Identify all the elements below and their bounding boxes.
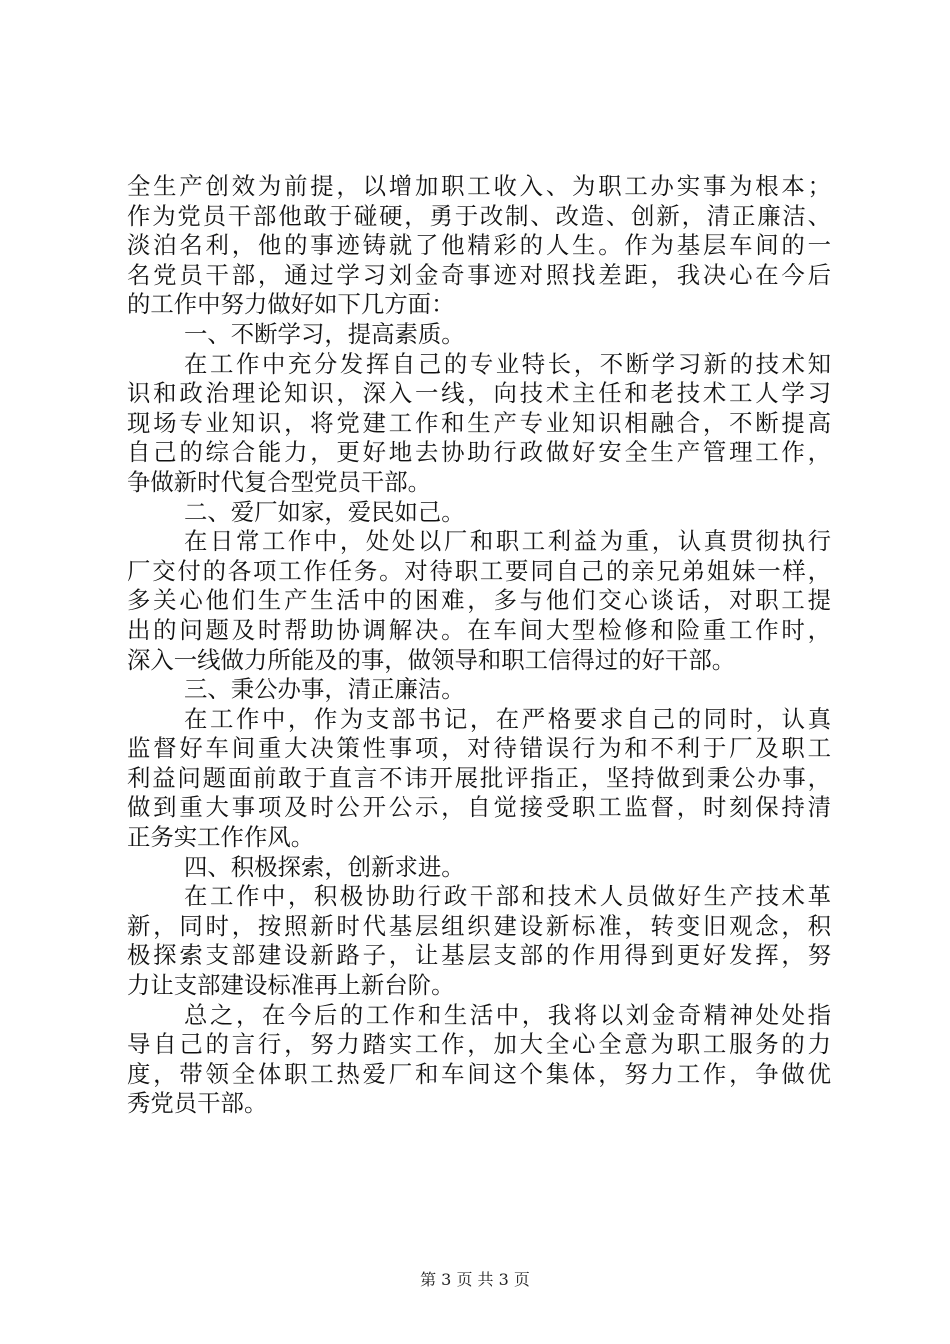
section-heading-1: 一、不断学习，提高素质。 [184,319,465,348]
text-line: 秀党员干部。 [127,1089,268,1118]
text-line: 在工作中，作为支部书记，在严格要求自己的同时，认真 [184,704,831,733]
text-line: 厂交付的各项工作任务。对待职工要同自己的亲兄弟姐妹一样， [127,556,831,585]
section-heading-3: 三、秉公办事，清正廉洁。 [184,675,465,704]
text-line: 名党员干部，通过学习刘金奇事迹对照找差距，我决心在今后 [127,260,831,289]
text-line: 在日常工作中，处处以厂和职工利益为重，认真贯彻执行 [184,527,831,556]
text-line: 利益问题面前敢于直言不讳开展批评指正，坚持做到秉公办事， [127,763,831,792]
text-line: 正务实工作作风。 [127,823,315,852]
text-line: 自己的综合能力，更好地去协助行政做好安全生产管理工作， [127,438,831,467]
text-line: 争做新时代复合型党员干部。 [127,467,432,496]
text-line: 导自己的言行，努力踏实工作，加大全心全意为职工服务的力 [127,1030,831,1059]
text-line: 识和政治理论知识，深入一线，向技术主任和老技术工人学习 [127,379,831,408]
text-line: 深入一线做力所能及的事，做领导和职工信得过的好干部。 [127,645,736,674]
text-line: 作为党员干部他敢于碰硬，勇于改制、改造、创新，清正廉洁、 [127,201,831,230]
text-line: 出的问题及时帮助协调解决。在车间大型检修和险重工作时， [127,615,831,644]
text-line: 总之，在今后的工作和生活中，我将以刘金奇精神处处指 [184,1000,831,1029]
text-line: 极探索支部建设新路子，让基层支部的作用得到更好发挥，努 [127,941,831,970]
text-line: 多关心他们生产生活中的困难，多与他们交心谈话，对职工提 [127,586,831,615]
page-number-footer: 第 3 页 共 3 页 [420,1270,530,1289]
text-line: 新，同时，按照新时代基层组织建设新标准，转变旧观念，积 [127,911,831,940]
document-body [127,172,831,1119]
text-line: 监督好车间重大决策性事项，对待错误行为和不利于厂及职工 [127,734,831,763]
text-line: 的工作中努力做好如下几方面： [127,290,455,319]
text-line: 全生产创效为前提，以增加职工收入、为职工办实事为根本； [127,172,831,200]
section-heading-2: 二、爱厂如家，爱民如己。 [184,497,465,526]
text-line: 力让支部建设标准再上新台阶。 [127,971,455,1000]
text-line: 做到重大事项及时公开公示，自觉接受职工监督，时刻保持清 [127,793,831,822]
text-line: 淡泊名利，他的事迹铸就了他精彩的人生。作为基层车间的一 [127,231,831,260]
text-line: 度，带领全体职工热爱厂和车间这个集体，努力工作，争做优 [127,1059,831,1088]
text-line: 现场专业知识，将党建工作和生产专业知识相融合，不断提高 [127,408,831,437]
text-line: 在工作中，积极协助行政干部和技术人员做好生产技术革 [184,882,831,911]
section-heading-4: 四、积极探索，创新求进。 [184,852,465,881]
text-line: 在工作中充分发挥自己的专业特长，不断学习新的技术知 [184,349,831,378]
